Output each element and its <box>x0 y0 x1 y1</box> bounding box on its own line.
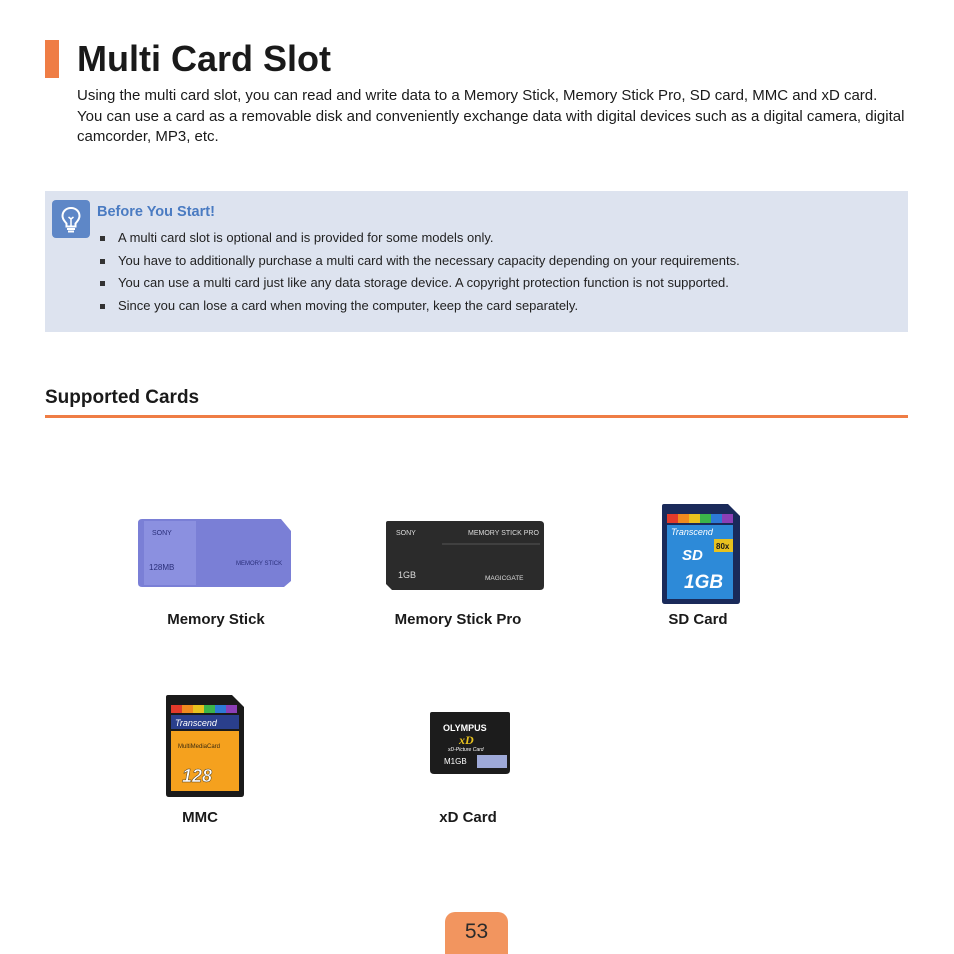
card-subtext: MAGICGATE <box>485 575 524 582</box>
card-brand: OLYMPUS <box>443 723 487 733</box>
before-you-start-note <box>45 191 908 332</box>
page-number-tab <box>445 912 508 954</box>
intro-paragraph-1: Using the multi card slot, you can read and write data to a Memory Stick, Memory Stick Pro, SD card, MMC and xD card. <box>77 87 878 104</box>
note-item: You can use a multi card just like any data storage device. A copyright protection function is not supported. <box>100 274 740 297</box>
card-capacity: M1GB <box>444 757 467 766</box>
note-item: A multi card slot is optional and is provided for some models only. <box>100 229 740 252</box>
page-title: Multi Card Slot <box>77 38 331 79</box>
note-item: Since you can lose a card when moving the computer, keep the card separately. <box>100 297 740 320</box>
memory-stick-pro-image <box>382 518 548 594</box>
card-label-mmc: MMC <box>182 809 218 826</box>
card-capacity: 1GB <box>398 570 417 580</box>
card-label-xd-card: xD Card <box>439 809 497 826</box>
card-capacity: 128 <box>182 766 213 786</box>
card-text: MultiMediaCard <box>178 744 221 750</box>
intro-paragraph-2: You can use a card as a removable disk and conveniently exchange data with digital devices such as a digital camera, digital camcorder, MP3, etc. <box>77 107 905 145</box>
memory-stick-image <box>136 515 296 591</box>
sd-card-image <box>660 502 742 606</box>
sd-logo: SD <box>682 547 703 564</box>
card-capacity: 128MB <box>149 563 175 572</box>
card-label-sd-card: SD Card <box>668 611 728 628</box>
intro-text <box>77 86 907 148</box>
xd-card-image <box>428 710 512 776</box>
section-divider <box>45 415 908 418</box>
card-brand: Transcend <box>175 718 217 728</box>
card-label-memory-stick-pro: Memory Stick Pro <box>394 611 522 628</box>
card-label-memory-stick: Memory Stick <box>167 611 265 628</box>
xd-logo: xD <box>459 733 474 747</box>
card-text: MEMORY STICK <box>236 561 283 567</box>
card-capacity: 1GB <box>684 572 724 593</box>
note-list <box>100 229 740 319</box>
card-text: xD-Picture Card <box>448 747 484 753</box>
card-brand: Transcend <box>671 527 713 537</box>
card-brand: SONY <box>152 530 172 537</box>
mmc-card-image <box>164 693 246 799</box>
card-badge: 80x <box>716 542 730 551</box>
title-accent-bar <box>45 40 59 78</box>
note-title: Before You Start! <box>97 204 215 220</box>
page-number: 53 <box>464 920 489 943</box>
card-brand: SONY <box>396 530 416 537</box>
card-text: MEMORY STICK PRO <box>468 530 539 537</box>
note-item: You have to additionally purchase a multi card with the necessary capacity depending on your requirements. <box>100 252 740 275</box>
section-title: Supported Cards <box>45 387 200 408</box>
lightbulb-icon <box>52 200 90 238</box>
